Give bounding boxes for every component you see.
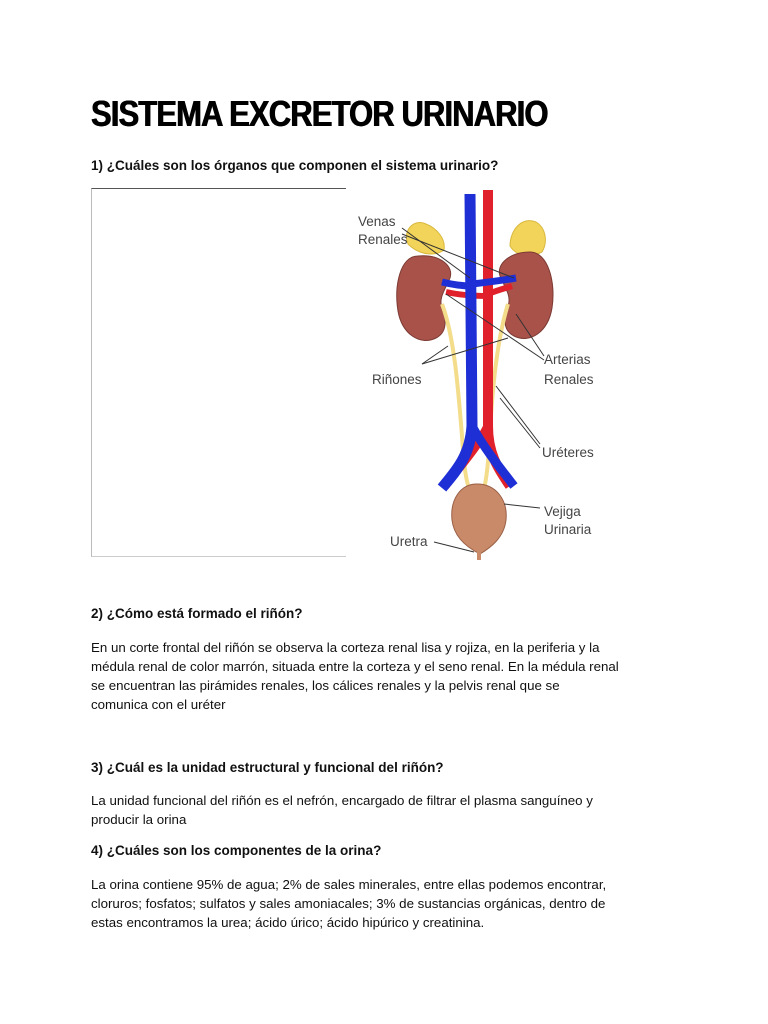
renal-vein-left <box>442 282 472 286</box>
label-venas-2: Renales <box>358 232 408 247</box>
answer-2 <box>91 638 681 714</box>
label-vejiga-2: Urinaria <box>544 522 592 537</box>
question-3: 3) ¿Cuál es la unidad estructural y funcional del riñón? <box>91 760 444 775</box>
answer-4-line: cloruros; fosfatos; sulfatos y sales amoniacales; 3% de sustancias orgánicas, dentro de <box>91 896 606 911</box>
label-vejiga-1: Vejiga <box>544 504 581 519</box>
vena-cava <box>442 194 472 488</box>
right-kidney <box>499 252 553 338</box>
label-ureteres: Uréteres <box>542 445 594 460</box>
answer-3-line: La unidad funcional del riñón es el nefrón, encargado de filtrar el plasma sanguíneo y <box>91 793 593 808</box>
answer-4-line: estas encontramos la urea; ácido úrico; ácido hipúrico y creatinina. <box>91 915 485 930</box>
answer-2-line: se encuentran las pirámides renales, los cálices renales y la pelvis renal que se <box>91 678 560 693</box>
label-rinones: Riñones <box>372 372 422 387</box>
answer-4 <box>91 875 681 932</box>
label-venas-1: Venas <box>358 214 396 229</box>
page-title: SISTEMA EXCRETOR URINARIO <box>91 93 548 134</box>
answer-3-line: producir la orina <box>91 812 187 827</box>
question-4: 4) ¿Cuáles son los componentes de la orina? <box>91 843 382 858</box>
question-1: 1) ¿Cuáles son los órganos que componen el sistema urinario? <box>91 158 499 173</box>
label-arterias-1: Arterias <box>544 352 591 367</box>
question-2: 2) ¿Cómo está formado el riñón? <box>91 606 303 621</box>
urinary-system-illustration <box>350 186 610 560</box>
bladder <box>452 484 506 554</box>
left-kidney <box>397 256 451 341</box>
label-arterias-2: Renales <box>544 372 594 387</box>
answer-2-line: En un corte frontal del riñón se observa la corteza renal lisa y rojiza, en la periferia y la <box>91 640 600 655</box>
urinary-system-diagram <box>350 186 610 560</box>
answer-2-line: médula renal de color marrón, situada entre la corteza y el seno renal. En la médula renal <box>91 659 619 674</box>
label-uretra: Uretra <box>390 534 428 549</box>
answer-4-line: La orina contiene 95% de agua; 2% de sales minerales, entre ellas podemos encontrar, <box>91 877 607 892</box>
blank-answer-box <box>91 188 346 557</box>
answer-3 <box>91 791 681 829</box>
answer-2-line: comunica con el uréter <box>91 697 226 712</box>
right-adrenal-gland <box>510 221 545 256</box>
